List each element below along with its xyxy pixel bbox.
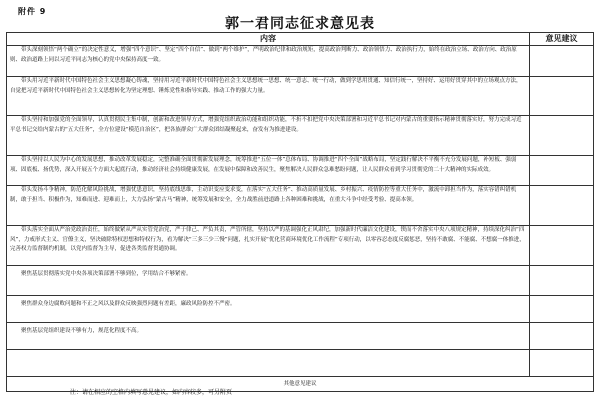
table-row [7, 116, 594, 156]
content-text: 带头坚持以人民为中心的发展思想，推动改革发展稳定，完整准确全面贯彻新发展理念，统筹推进“五位一体”总体布局、协调推进“四个全面”战略布局，坚定践行解决不平衡不充分发展问题，补短板、强弱项、固底板、扬优势，深入开展五个方面大起底行动，推动经济社会持续健康发展，在发展中保障和改善民生，聚焦解决人民群众急难愁盼问题，让人民群众看到学习贯彻党的二十大精神的实际成效。 [10, 157, 517, 173]
blank-content-cell[interactable] [7, 350, 530, 377]
content-cell [7, 266, 530, 296]
content-cell [7, 186, 530, 226]
content-text: 带头发扬斗争精神，防范化解风险挑战，增强忧患意识，坚持底线思维，主动识变应变求变，在落实“五大任务”、推动高质量发展、乡村振兴、疫情防控等重大任务中，激流中卸担当作为，落实容错纠错机制，敢于担当、积极作为，知难而进、迎难而上，大力弘扬“蒙古马”精神，统筹发展和安全，全力战胜前进道路上各种困难和挑战，在重大斗争中经受考验、提高本领。 [10, 187, 517, 203]
table-row [7, 77, 594, 116]
opinion-cell[interactable] [530, 116, 594, 156]
blank-row [7, 350, 594, 377]
table-row [7, 226, 594, 266]
attachment-label: 附件 9 [18, 7, 47, 16]
table-row [7, 156, 594, 186]
table-row [7, 46, 594, 77]
opinion-cell[interactable] [530, 323, 594, 350]
content-header: 内容 [7, 33, 530, 46]
opinion-header: 意见建议 [530, 33, 594, 46]
content-text: 聚焦基层党组织建设不够有力，规范化程度不高。 [21, 328, 143, 334]
table-row [7, 266, 594, 296]
opinion-cell[interactable] [530, 296, 594, 323]
content-cell [7, 46, 530, 77]
content-cell [7, 296, 530, 323]
footnote: 注：请在相应的空格内填写意见建议，如内容较多，可另附页 [70, 389, 233, 396]
content-cell [7, 323, 530, 350]
content-text: 带头落实全面从严治党政治责任，始终做紧从严从实管党治党，严于律己、严负其责，严管所辖，坚持以严的基调强化正风肃纪，加强新时代廉洁文化建设，锲而不舍落实中央八项规定精神，持续深化纠治“四风”，力戒形式主义、官僚主义，坚决破除特权思想和特权行为，看为解决“三多三少三慢”问题，扎实开展“优化营商环境优化工作流程”专项行动，以零容忍态度反腐惩恶，坚持不敢腐、不能腐、不想腐一体推进，完善权力监督制约机制，以党内监督为主导，促进各类监督贯通协调。 [10, 227, 525, 253]
opinion-cell[interactable] [530, 186, 594, 226]
content-cell [7, 116, 530, 156]
content-text: 带头坚持和加强党的全面领导，认真贯彻民主集中制，创新和改进领导方式，增强党组织政治功能和组织功能，不折不扣把党中央决策部署和习近平总书记对内蒙古的重要指示精神贯彻落实好，努力完成习近平总书记交给内蒙古的“五大任务”，全方位建设“模范自治区”，把各族群众广大群众团结凝聚起来，奋发有为推进建设。 [10, 117, 522, 133]
table-row [7, 296, 594, 323]
content-cell [7, 226, 530, 266]
table-row [7, 186, 594, 226]
content-text: 聚焦群众身边腐败问题和不正之风以及群众反映强烈问题有差距，廉政风险防控不严密。 [21, 301, 236, 307]
opinion-cell[interactable] [530, 46, 594, 77]
content-cell [7, 156, 530, 186]
content-text: 聚焦基层贯彻落实党中央各项决策部署不够到位，学用结合不够紧密。 [21, 271, 192, 277]
opinion-table [6, 32, 594, 392]
opinion-cell[interactable] [530, 226, 594, 266]
page-title: 郭一君同志征求意见表 [225, 16, 375, 32]
opinion-cell[interactable] [530, 156, 594, 186]
content-text: 带头深刻领悟“两个确立”的决定性意义，增强“四个意识”、坚定“四个自信”、做到“两个维护”，严明政治纪律和政治规矩，提高政治判断力、政治领悟力、政治执行力，始终在政治立场、政治方向、政治原则、政治道路上同以习近平同志为核心的党中央保持高度一致。 [10, 47, 517, 63]
opinion-cell[interactable] [530, 77, 594, 116]
other-opinions-label: 其他意见建议 [7, 377, 594, 392]
opinion-cell[interactable] [530, 266, 594, 296]
table-row [7, 323, 594, 350]
table-header-row [7, 33, 594, 46]
opinion-cell[interactable] [530, 350, 594, 377]
content-text: 带头用习近平新时代中国特色社会主义思想凝心铸魂，坚持用习近平新时代中国特色社会主义思想统一思想、统一意志、统一行动，做到学思用贯通、知信行统一，坚持好、运用好贯穿其中的立场观点方法，自觉把习近平新时代中国特色社会主义思想转化为坚定理想、锤炼党性和指导实践、推动工作的强大力量。 [10, 78, 522, 94]
content-cell [7, 77, 530, 116]
